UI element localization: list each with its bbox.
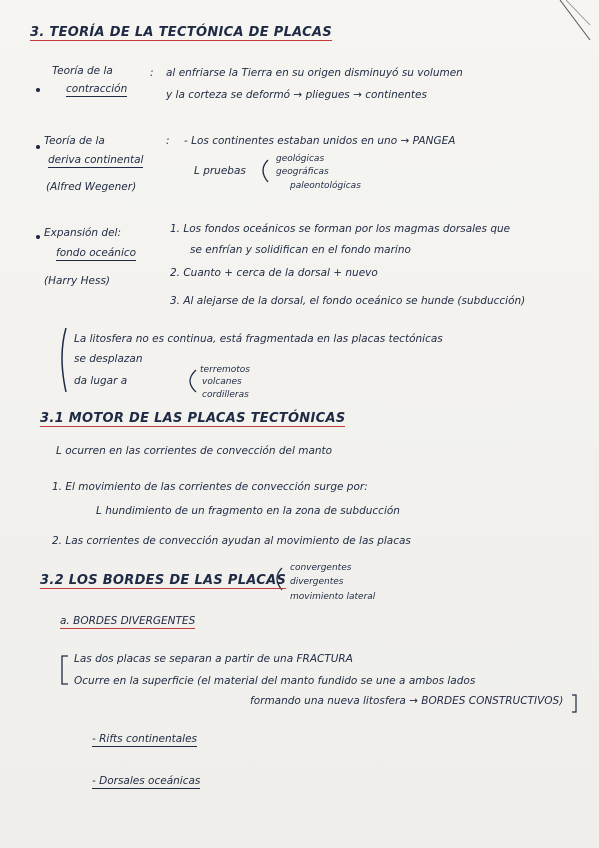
deriva-term-line2: deriva continental [48, 154, 144, 166]
section-3-title: 3. TEORÍA DE LA TECTÓNICA DE PLACAS [30, 25, 332, 40]
section-3-2-title: 3.2 LOS BORDES DE LAS PLACAS [40, 573, 287, 588]
motor-item2: 2. Las corrientes de convección ayudan al movimiento de las placas [52, 535, 411, 547]
expansion-item1-line2: se enfrían y solidifican en el fondo marino [190, 244, 411, 256]
divergentes-item: - Rifts continentales [92, 733, 198, 745]
proof-item: paleontológicas [290, 181, 361, 191]
expansion-author: (Harry Hess) [44, 275, 111, 287]
motor-item1-sub: L hundimiento de un fragmento en la zona de subducción [96, 505, 400, 517]
motor-intro: L ocurren en las corrientes de convección del manto [56, 445, 333, 457]
proof-item: geográficas [276, 167, 329, 177]
border-type: divergentes [290, 577, 344, 587]
motor-item1: 1. El movimiento de las corrientes de convección surge por: [52, 481, 368, 493]
divergentes-line1: Las dos placas se separan a partir de una FRACTURA [74, 653, 353, 665]
deriva-desc: - Los continentes estaban unidos en uno → PANGEA [184, 135, 456, 147]
litosfera-line1: La litosfera no es continua, está fragmentada en las placas tectónicas [74, 333, 443, 345]
expansion-item1-line1: 1. Los fondos oceánicos se forman por los magmas dorsales que [170, 223, 511, 235]
contraccion-colon: : [150, 67, 154, 79]
border-type: convergentes [290, 563, 352, 573]
expansion-item2: 2. Cuanto + cerca de la dorsal + nuevo [170, 267, 378, 279]
litosfera-result: volcanes [202, 377, 242, 387]
section-3-1-title: 3.1 MOTOR DE LAS PLACAS TECTÓNICAS [40, 411, 346, 426]
contraccion-term-line1: Teoría de la [52, 65, 113, 77]
deriva-author: (Alfred Wegener) [46, 181, 137, 193]
expansion-term-line1: Expansión del: [44, 227, 121, 239]
contraccion-desc-line2: y la corteza se deformó → pliegues → continentes [166, 89, 427, 101]
litosfera-result: terremotos [200, 365, 251, 375]
proof-item: geológicas [276, 154, 325, 164]
divergentes-item: - Dorsales oceánicas [92, 775, 201, 787]
border-type: movimiento lateral [290, 592, 376, 602]
expansion-term-line2: fondo oceánico [56, 247, 137, 259]
expansion-item3: 3. Al alejarse de la dorsal, el fondo oceánico se hunde (subducción) [170, 295, 526, 307]
divergentes-line2: Ocurre en la superficie (el material del manto fundido se une a ambos lados [74, 675, 476, 687]
deriva-colon: : [166, 135, 170, 147]
contraccion-desc-line1: al enfriarse la Tierra en su origen disminuyó su volumen [166, 67, 463, 79]
contraccion-term-line2: contracción [66, 83, 128, 95]
sub-a-title: a. BORDES DIVERGENTES [60, 615, 196, 627]
deriva-pruebas: L pruebas [194, 165, 246, 177]
divergentes-line3: formando una nueva litosfera → BORDES CONSTRUCTIVOS) [250, 695, 564, 707]
litosfera-line2: se desplazan [74, 353, 143, 365]
deriva-term-line1: Teoría de la [44, 135, 105, 147]
litosfera-result: cordilleras [202, 390, 249, 400]
litosfera-line3: da lugar a [74, 375, 128, 387]
